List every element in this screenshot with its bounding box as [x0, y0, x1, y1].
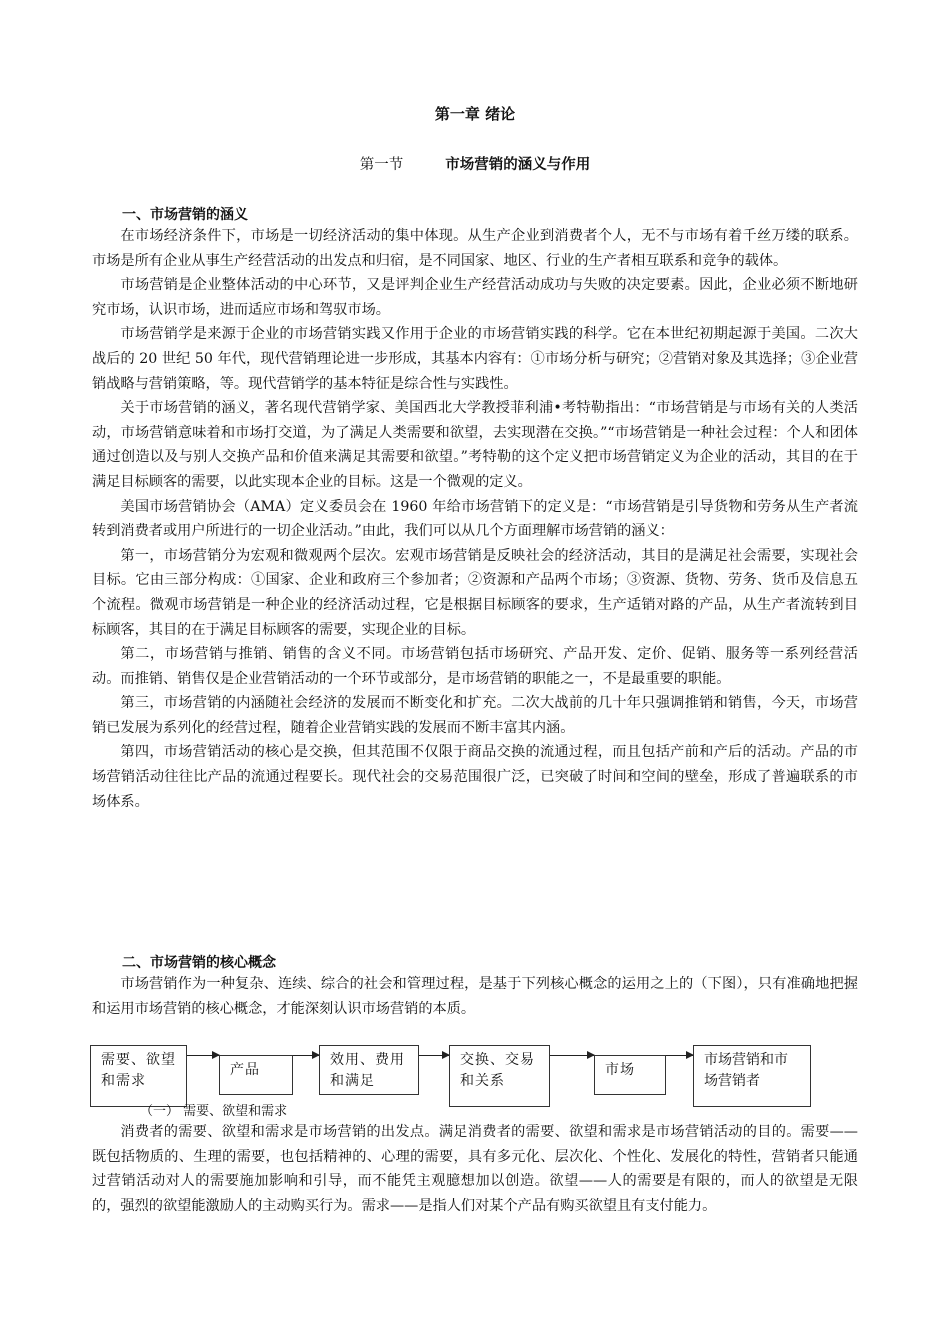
heading-core-concepts: 二、市场营销的核心概念	[122, 955, 276, 971]
subheading-needs: （一） 需要、欲望和需求	[140, 1104, 288, 1119]
body-section-1	[92, 224, 858, 814]
section-name: 市场营销的涵义与作用	[445, 157, 591, 173]
diagram-arrow	[293, 1055, 319, 1056]
section-title	[0, 153, 950, 174]
body-section-2	[92, 972, 858, 1021]
paragraph: 市场营销学是来源于企业的市场营销实践又作用于企业的市场营销实践的科学。它在本世纪初期起源于美国。二次大战后的 20 世纪 50 年代，现代营销理论进一步形成，其基本内容有：①市场分析与研究；②营销对象及其选择；③企业营销战略与营销策略，等。现代营销学的基本特征是综合性与实践性。	[92, 326, 858, 392]
paragraph: 关于市场营销的涵义，著名现代营销学家、美国西北大学教授菲利浦•考特勒指出：“市场营销是与市场有关的人类活动，市场营销意味着和市场打交道，为了满足人类需要和欲望，去实现潜在交换。”“市场营销是一种社会过程：个人和团体通过创造以及与别人交换产品和价值来满足其需要和欲望。”考特勒的这个定义把市场营销定义为企业的活动，其目的在于满足目标顾客的需要，以此实现本企业的目标。这是一个微观的定义。	[92, 400, 858, 490]
chapter-title: 第一章 绪论	[434, 105, 516, 123]
diagram-arrow	[666, 1055, 693, 1056]
paragraph: 美国市场营销协会（AMA）定义委员会在 1960 年给市场营销下的定义是：“市场营销是引导货物和劳务从生产者流转到消费者或用户所进行的一切企业活动。”由此，我们可以从几个方面理解市场营销的涵义：	[92, 498, 858, 540]
paragraph: 第二，市场营销与推销、销售的含义不同。市场营销包括市场研究、产品开发、定价、促销、服务等一系列经营活动。而推销、销售仅是企业营销活动的一个环节或部分，是市场营销的职能之一，不是最重要的职能。	[92, 646, 858, 687]
diagram-arrow	[187, 1055, 219, 1056]
paragraph: 市场营销是企业整体活动的中心环节，又是评判企业生产经营活动成功与失败的决定要素。因此，企业必须不断地研究市场，认识市场，进而适应市场和驾驭市场。	[92, 277, 858, 318]
diagram-box-product: 产品	[219, 1055, 293, 1095]
heading-meaning: 一、市场营销的涵义	[122, 207, 248, 223]
diagram-box-marketers: 市场营销和市场营销者	[693, 1045, 811, 1107]
paragraph: 第四，市场营销活动的核心是交换，但其范围不仅限于商品交换的流通过程，而且包括产前和产后的活动。产品的市场营销活动往往比产品的流通过程要长。现代社会的交易范围很广泛，已突破了时间和空间的壁垒，形成了普遍联系的市场体系。	[92, 744, 858, 810]
diagram-box-utility: 效用、费用和满足	[319, 1045, 419, 1095]
paragraph: 第三，市场营销的内涵随社会经济的发展而不断变化和扩充。二次大战前的几十年只强调推销和销售，今天，市场营销已发展为系列化的经营过程，随着企业营销实践的发展而不断丰富其内涵。	[92, 695, 858, 736]
section-number: 第一节	[359, 157, 404, 173]
diagram-arrow	[550, 1055, 594, 1056]
diagram-arrow	[419, 1055, 449, 1056]
body-section-3	[92, 1120, 858, 1218]
paragraph: 第一，市场营销分为宏观和微观两个层次。宏观市场营销是反映社会的经济活动，其目的是满足社会需要，实现社会目标。它由三部分构成：①国家、企业和政府三个参加者；②资源和产品两个市场；③资源、货物、劳务、货币及信息五个流程。微观市场营销是一种企业的经济活动过程，它是根据目标顾客的要求，生产适销对路的产品，从生产者流转到目标顾客，其目的在于满足目标顾客的需要，实现企业的目标。	[92, 547, 858, 638]
paragraph: 在市场经济条件下，市场是一切经济活动的集中体现。从生产企业到消费者个人，无不与市场有着千丝万缕的联系。市场是所有企业从事生产经营活动的出发点和归宿，是不同国家、地区、行业的生产者相互联系和竞争的载体。	[92, 228, 858, 269]
paragraph: 消费者的需要、欲望和需求是市场营销的出发点。满足消费者的需要、欲望和需求是市场营销活动的目的。需要——既包括物质的、生理的需要，也包括精神的、心理的需要，具有多元化、层次化、个性化、发展化的特性，营销者只能通过营销活动对人的需要施加影响和引导，而不能凭主观臆想加以创造。欲望——人的需要是有限的，而人的欲望是无限的，强烈的欲望能激励人的主动购买行为。需求——是指人们对某个产品有购买欲望且有支付能力。	[92, 1124, 858, 1214]
paragraph: 市场营销作为一种复杂、连续、综合的社会和管理过程，是基于下列核心概念的运用之上的（下图），只有准确地把握和运用市场营销的核心概念，才能深刻认识市场营销的本质。	[92, 976, 858, 1017]
diagram-box-exchange: 交换、交易和关系	[449, 1045, 550, 1107]
diagram-box-needs: 需要、欲望和需求	[90, 1045, 187, 1107]
diagram-box-market: 市场	[594, 1055, 666, 1095]
